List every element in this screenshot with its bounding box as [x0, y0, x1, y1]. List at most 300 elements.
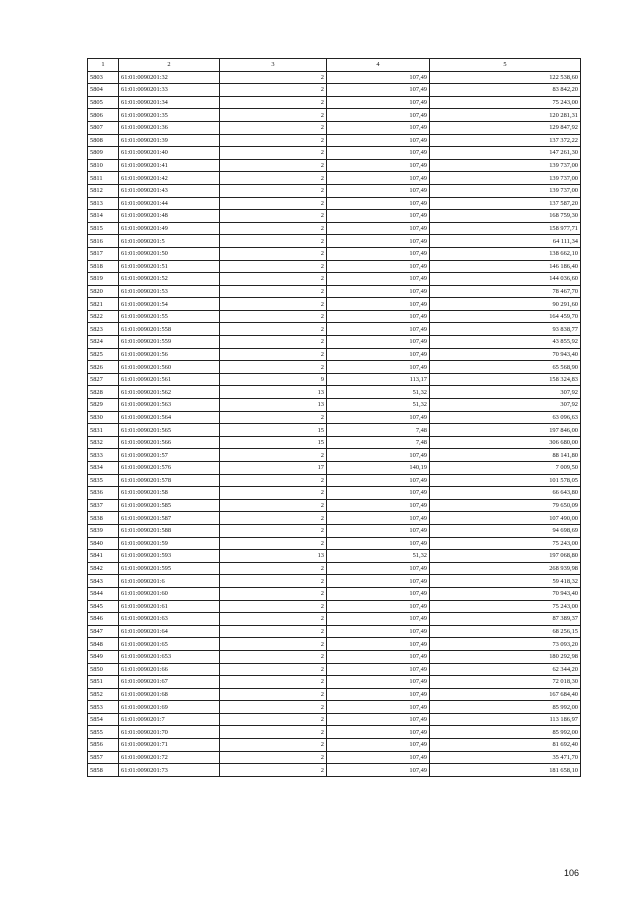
row-number-cell: 5806 [88, 109, 119, 122]
row-number-cell: 5828 [88, 386, 119, 399]
code-cell: 2 [220, 751, 327, 764]
cadastral-number-cell: 61:01:0090201:558 [119, 323, 220, 336]
table-row [88, 323, 581, 336]
value-cell: 146 186,40 [430, 260, 581, 273]
row-number-cell: 5845 [88, 600, 119, 613]
row-number-cell: 5839 [88, 524, 119, 537]
cadastral-number-cell: 61:01:0090201:61 [119, 600, 220, 613]
cadastral-number-cell: 61:01:0090201:595 [119, 562, 220, 575]
area-cell: 107,49 [327, 562, 430, 575]
cadastral-number-cell: 61:01:0090201:576 [119, 462, 220, 475]
area-cell: 107,49 [327, 600, 430, 613]
value-cell: 139 737,00 [430, 184, 581, 197]
cadastral-number-cell: 61:01:0090201:564 [119, 411, 220, 424]
value-cell: 70 943,40 [430, 587, 581, 600]
code-cell: 2 [220, 587, 327, 600]
row-number-cell: 5851 [88, 676, 119, 689]
table-row [88, 474, 581, 487]
area-cell: 51,32 [327, 550, 430, 563]
row-number-cell: 5824 [88, 336, 119, 349]
area-cell: 107,49 [327, 109, 430, 122]
table-row [88, 147, 581, 160]
area-cell: 107,49 [327, 247, 430, 260]
row-number-cell: 5852 [88, 688, 119, 701]
code-cell: 2 [220, 663, 327, 676]
value-cell: 35 471,70 [430, 751, 581, 764]
cadastral-table [87, 58, 581, 777]
cadastral-number-cell: 61:01:0090201:66 [119, 663, 220, 676]
cadastral-number-cell: 61:01:0090201:588 [119, 524, 220, 537]
table-row [88, 499, 581, 512]
cadastral-number-cell: 61:01:0090201:585 [119, 499, 220, 512]
cadastral-number-cell: 61:01:0090201:60 [119, 587, 220, 600]
table-row [88, 764, 581, 777]
value-cell: 90 291,60 [430, 298, 581, 311]
table-row [88, 449, 581, 462]
code-cell: 2 [220, 474, 327, 487]
area-cell: 107,49 [327, 676, 430, 689]
row-number-cell: 5827 [88, 373, 119, 386]
table-row [88, 726, 581, 739]
area-cell: 107,49 [327, 524, 430, 537]
cadastral-number-cell: 61:01:0090201:73 [119, 764, 220, 777]
cadastral-number-cell: 61:01:0090201:593 [119, 550, 220, 563]
value-cell: 62 344,20 [430, 663, 581, 676]
code-cell: 2 [220, 524, 327, 537]
table-row [88, 235, 581, 248]
value-cell: 122 538,60 [430, 71, 581, 84]
area-cell: 107,49 [327, 210, 430, 223]
area-cell: 107,49 [327, 575, 430, 588]
value-cell: 70 943,40 [430, 348, 581, 361]
area-cell: 107,49 [327, 323, 430, 336]
cadastral-number-cell: 61:01:0090201:59 [119, 537, 220, 550]
cadastral-number-cell: 61:01:0090201:56 [119, 348, 220, 361]
table-row [88, 424, 581, 437]
row-number-cell: 5808 [88, 134, 119, 147]
value-cell: 107 490,00 [430, 512, 581, 525]
value-cell: 68 256,15 [430, 625, 581, 638]
cadastral-number-cell: 61:01:0090201:35 [119, 109, 220, 122]
row-number-cell: 5835 [88, 474, 119, 487]
cadastral-number-cell: 61:01:0090201:36 [119, 121, 220, 134]
table-row [88, 222, 581, 235]
area-cell: 51,32 [327, 399, 430, 412]
code-cell: 2 [220, 84, 327, 97]
code-cell: 2 [220, 121, 327, 134]
table-row [88, 361, 581, 374]
cadastral-number-cell: 61:01:0090201:560 [119, 361, 220, 374]
code-cell: 2 [220, 310, 327, 323]
table-row [88, 462, 581, 475]
table-row [88, 399, 581, 412]
cadastral-number-cell: 61:01:0090201:58 [119, 487, 220, 500]
row-number-cell: 5830 [88, 411, 119, 424]
code-cell: 2 [220, 336, 327, 349]
table-row [88, 184, 581, 197]
code-cell: 2 [220, 348, 327, 361]
row-number-cell: 5822 [88, 310, 119, 323]
cadastral-number-cell: 61:01:0090201:51 [119, 260, 220, 273]
row-number-cell: 5858 [88, 764, 119, 777]
row-number-cell: 5846 [88, 613, 119, 626]
code-cell: 15 [220, 436, 327, 449]
row-number-cell: 5843 [88, 575, 119, 588]
table-body [88, 71, 581, 776]
code-cell: 2 [220, 764, 327, 777]
code-cell: 2 [220, 739, 327, 752]
value-cell: 144 036,60 [430, 273, 581, 286]
area-cell: 107,49 [327, 537, 430, 550]
table-row [88, 273, 581, 286]
code-cell: 2 [220, 613, 327, 626]
value-cell: 197 068,80 [430, 550, 581, 563]
value-cell: 43 855,92 [430, 336, 581, 349]
table-row [88, 373, 581, 386]
value-cell: 59 418,32 [430, 575, 581, 588]
table-row [88, 650, 581, 663]
value-cell: 120 281,31 [430, 109, 581, 122]
row-number-cell: 5814 [88, 210, 119, 223]
area-cell: 113,17 [327, 373, 430, 386]
row-number-cell: 5809 [88, 147, 119, 160]
code-cell: 17 [220, 462, 327, 475]
row-number-cell: 5807 [88, 121, 119, 134]
value-cell: 138 662,10 [430, 247, 581, 260]
cadastral-number-cell: 61:01:0090201:34 [119, 96, 220, 109]
area-cell: 107,49 [327, 348, 430, 361]
table-row [88, 247, 581, 260]
area-cell: 107,49 [327, 298, 430, 311]
value-cell: 168 759,30 [430, 210, 581, 223]
code-cell: 2 [220, 487, 327, 500]
row-number-cell: 5836 [88, 487, 119, 500]
column-header-1: 1 [88, 59, 119, 72]
area-cell: 107,49 [327, 222, 430, 235]
value-cell: 113 186,97 [430, 713, 581, 726]
area-cell: 107,49 [327, 134, 430, 147]
code-cell: 2 [220, 96, 327, 109]
area-cell: 7,48 [327, 424, 430, 437]
row-number-cell: 5829 [88, 399, 119, 412]
code-cell: 2 [220, 134, 327, 147]
column-header-3: 3 [220, 59, 327, 72]
cadastral-number-cell: 61:01:0090201:71 [119, 739, 220, 752]
table-row [88, 121, 581, 134]
area-cell: 107,49 [327, 172, 430, 185]
cadastral-number-cell: 61:01:0090201:69 [119, 701, 220, 714]
cadastral-number-cell: 61:01:0090201:565 [119, 424, 220, 437]
table-row [88, 676, 581, 689]
row-number-cell: 5810 [88, 159, 119, 172]
area-cell: 107,49 [327, 310, 430, 323]
area-cell: 107,49 [327, 197, 430, 210]
cadastral-number-cell: 61:01:0090201:561 [119, 373, 220, 386]
code-cell: 2 [220, 285, 327, 298]
code-cell: 2 [220, 512, 327, 525]
code-cell: 2 [220, 184, 327, 197]
value-cell: 81 692,40 [430, 739, 581, 752]
value-cell: 147 261,30 [430, 147, 581, 160]
row-number-cell: 5826 [88, 361, 119, 374]
area-cell: 107,49 [327, 147, 430, 160]
cadastral-number-cell: 61:01:0090201:587 [119, 512, 220, 525]
area-cell: 107,49 [327, 449, 430, 462]
value-cell: 85 992,00 [430, 701, 581, 714]
cadastral-number-cell: 61:01:0090201:70 [119, 726, 220, 739]
row-number-cell: 5844 [88, 587, 119, 600]
area-cell: 107,49 [327, 235, 430, 248]
value-cell: 73 093,20 [430, 638, 581, 651]
value-cell: 307,92 [430, 399, 581, 412]
code-cell: 2 [220, 323, 327, 336]
row-number-cell: 5848 [88, 638, 119, 651]
cadastral-number-cell: 61:01:0090201:67 [119, 676, 220, 689]
cadastral-number-cell: 61:01:0090201:42 [119, 172, 220, 185]
code-cell: 2 [220, 247, 327, 260]
cadastral-number-cell: 61:01:0090201:63 [119, 613, 220, 626]
cadastral-number-cell: 61:01:0090201:6 [119, 575, 220, 588]
cadastral-number-cell: 61:01:0090201:40 [119, 147, 220, 160]
row-number-cell: 5823 [88, 323, 119, 336]
code-cell: 13 [220, 399, 327, 412]
code-cell: 2 [220, 676, 327, 689]
area-cell: 140,19 [327, 462, 430, 475]
value-cell: 87 389,37 [430, 613, 581, 626]
row-number-cell: 5821 [88, 298, 119, 311]
table-row [88, 310, 581, 323]
row-number-cell: 5849 [88, 650, 119, 663]
value-cell: 65 568,90 [430, 361, 581, 374]
area-cell: 107,49 [327, 84, 430, 97]
table-row [88, 71, 581, 84]
code-cell: 2 [220, 71, 327, 84]
value-cell: 93 838,77 [430, 323, 581, 336]
table-row [88, 96, 581, 109]
cadastral-number-cell: 61:01:0090201:43 [119, 184, 220, 197]
table-row [88, 298, 581, 311]
value-cell: 85 992,00 [430, 726, 581, 739]
table-row [88, 663, 581, 676]
area-cell: 107,49 [327, 474, 430, 487]
value-cell: 307,92 [430, 386, 581, 399]
value-cell: 129 847,92 [430, 121, 581, 134]
row-number-cell: 5817 [88, 247, 119, 260]
value-cell: 137 372,22 [430, 134, 581, 147]
column-header-2: 2 [119, 59, 220, 72]
table-row [88, 575, 581, 588]
table-row [88, 524, 581, 537]
area-cell: 107,49 [327, 260, 430, 273]
area-cell: 107,49 [327, 487, 430, 500]
code-cell: 2 [220, 499, 327, 512]
area-cell: 7,48 [327, 436, 430, 449]
code-cell: 2 [220, 449, 327, 462]
area-cell: 107,49 [327, 638, 430, 651]
value-cell: 197 846,00 [430, 424, 581, 437]
area-cell: 107,49 [327, 499, 430, 512]
value-cell: 181 658,10 [430, 764, 581, 777]
row-number-cell: 5816 [88, 235, 119, 248]
table-row [88, 487, 581, 500]
table-row [88, 348, 581, 361]
table-row [88, 713, 581, 726]
area-cell: 107,49 [327, 512, 430, 525]
value-cell: 158 977,71 [430, 222, 581, 235]
table-row [88, 739, 581, 752]
code-cell: 2 [220, 260, 327, 273]
cadastral-number-cell: 61:01:0090201:54 [119, 298, 220, 311]
code-cell: 13 [220, 550, 327, 563]
cadastral-number-cell: 61:01:0090201:68 [119, 688, 220, 701]
page-number: 106 [564, 868, 580, 878]
value-cell: 101 578,05 [430, 474, 581, 487]
row-number-cell: 5818 [88, 260, 119, 273]
table-row [88, 411, 581, 424]
table-row [88, 109, 581, 122]
code-cell: 2 [220, 159, 327, 172]
area-cell: 107,49 [327, 184, 430, 197]
row-number-cell: 5857 [88, 751, 119, 764]
cadastral-number-cell: 61:01:0090201:49 [119, 222, 220, 235]
value-cell: 63 096,63 [430, 411, 581, 424]
table-row [88, 613, 581, 626]
value-cell: 180 292,98 [430, 650, 581, 663]
cadastral-number-cell: 61:01:0090201:559 [119, 336, 220, 349]
code-cell: 2 [220, 172, 327, 185]
area-cell: 107,49 [327, 336, 430, 349]
cadastral-number-cell: 61:01:0090201:55 [119, 310, 220, 323]
area-cell: 107,49 [327, 625, 430, 638]
code-cell: 2 [220, 197, 327, 210]
area-cell: 51,32 [327, 386, 430, 399]
cadastral-number-cell: 61:01:0090201:57 [119, 449, 220, 462]
area-cell: 107,49 [327, 764, 430, 777]
code-cell: 2 [220, 688, 327, 701]
area-cell: 107,49 [327, 96, 430, 109]
table-row [88, 587, 581, 600]
cadastral-number-cell: 61:01:0090201:5 [119, 235, 220, 248]
table-row [88, 197, 581, 210]
column-header-4: 4 [327, 59, 430, 72]
table-row [88, 550, 581, 563]
value-cell: 88 141,80 [430, 449, 581, 462]
code-cell: 2 [220, 600, 327, 613]
row-number-cell: 5812 [88, 184, 119, 197]
value-cell: 7 009,50 [430, 462, 581, 475]
row-number-cell: 5803 [88, 71, 119, 84]
row-number-cell: 5841 [88, 550, 119, 563]
row-number-cell: 5834 [88, 462, 119, 475]
value-cell: 83 842,20 [430, 84, 581, 97]
area-cell: 107,49 [327, 713, 430, 726]
code-cell: 2 [220, 210, 327, 223]
code-cell: 2 [220, 537, 327, 550]
table-row [88, 537, 581, 550]
area-cell: 107,49 [327, 285, 430, 298]
row-number-cell: 5854 [88, 713, 119, 726]
value-cell: 75 243,00 [430, 96, 581, 109]
code-cell: 15 [220, 424, 327, 437]
row-number-cell: 5837 [88, 499, 119, 512]
code-cell: 2 [220, 562, 327, 575]
table-row [88, 512, 581, 525]
cadastral-number-cell: 61:01:0090201:53 [119, 285, 220, 298]
value-cell: 64 111,34 [430, 235, 581, 248]
area-cell: 107,49 [327, 121, 430, 134]
value-cell: 158 324,83 [430, 373, 581, 386]
code-cell: 2 [220, 222, 327, 235]
cadastral-number-cell: 61:01:0090201:39 [119, 134, 220, 147]
table-row [88, 562, 581, 575]
row-number-cell: 5820 [88, 285, 119, 298]
area-cell: 107,49 [327, 159, 430, 172]
cadastral-number-cell: 61:01:0090201:44 [119, 197, 220, 210]
table-row [88, 134, 581, 147]
cadastral-number-cell: 61:01:0090201:41 [119, 159, 220, 172]
value-cell: 306 680,00 [430, 436, 581, 449]
value-cell: 137 587,20 [430, 197, 581, 210]
row-number-cell: 5813 [88, 197, 119, 210]
cadastral-number-cell: 61:01:0090201:566 [119, 436, 220, 449]
table-row [88, 285, 581, 298]
row-number-cell: 5831 [88, 424, 119, 437]
table-row [88, 84, 581, 97]
value-cell: 78 467,70 [430, 285, 581, 298]
table-row [88, 210, 581, 223]
area-cell: 107,49 [327, 71, 430, 84]
row-number-cell: 5825 [88, 348, 119, 361]
area-cell: 107,49 [327, 739, 430, 752]
value-cell: 79 650,09 [430, 499, 581, 512]
area-cell: 107,49 [327, 688, 430, 701]
row-number-cell: 5815 [88, 222, 119, 235]
code-cell: 2 [220, 298, 327, 311]
value-cell: 268 939,98 [430, 562, 581, 575]
row-number-cell: 5853 [88, 701, 119, 714]
code-cell: 2 [220, 235, 327, 248]
cadastral-number-cell: 61:01:0090201:32 [119, 71, 220, 84]
code-cell: 2 [220, 411, 327, 424]
row-number-cell: 5811 [88, 172, 119, 185]
area-cell: 107,49 [327, 726, 430, 739]
row-number-cell: 5855 [88, 726, 119, 739]
value-cell: 94 698,69 [430, 524, 581, 537]
table-row [88, 436, 581, 449]
table-row [88, 751, 581, 764]
cadastral-number-cell: 61:01:0090201:52 [119, 273, 220, 286]
cadastral-number-cell: 61:01:0090201:653 [119, 650, 220, 663]
code-cell: 2 [220, 701, 327, 714]
table-row [88, 688, 581, 701]
area-cell: 107,49 [327, 613, 430, 626]
cadastral-number-cell: 61:01:0090201:64 [119, 625, 220, 638]
code-cell: 2 [220, 625, 327, 638]
row-number-cell: 5850 [88, 663, 119, 676]
table-row [88, 159, 581, 172]
row-number-cell: 5840 [88, 537, 119, 550]
code-cell: 2 [220, 713, 327, 726]
table-row [88, 625, 581, 638]
column-header-5: 5 [430, 59, 581, 72]
row-number-cell: 5838 [88, 512, 119, 525]
code-cell: 13 [220, 386, 327, 399]
row-number-cell: 5805 [88, 96, 119, 109]
code-cell: 2 [220, 638, 327, 651]
value-cell: 167 684,40 [430, 688, 581, 701]
area-cell: 107,49 [327, 751, 430, 764]
code-cell: 9 [220, 373, 327, 386]
